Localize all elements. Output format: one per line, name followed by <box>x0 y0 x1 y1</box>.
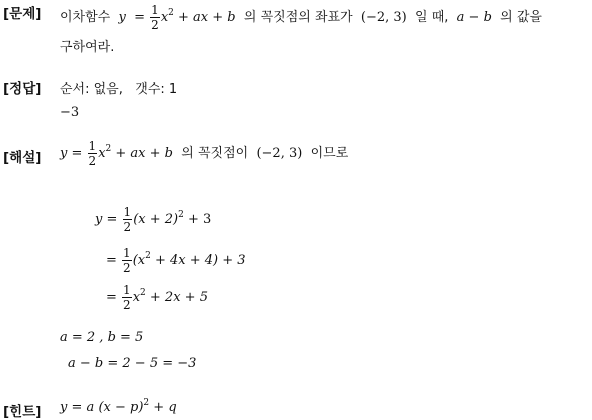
derivation-row-2-frac-num: 1 <box>123 246 131 260</box>
derivation-row-2 <box>106 247 246 274</box>
derivation-row-3-x: x <box>132 290 141 305</box>
solution-intro-text-a: 의 꼭짓점이 <box>181 146 249 161</box>
problem-fraction <box>150 4 160 31</box>
solution-intro-frac-num: 1 <box>88 139 97 153</box>
solution-intro-point: (−2, 3) <box>256 146 303 161</box>
solution-intro-tail: + ax + b <box>115 146 173 161</box>
derivation-row-1-fraction <box>123 206 133 233</box>
hint-eq-equals: = <box>71 400 83 415</box>
derivation-row-3-frac-num: 1 <box>123 283 131 297</box>
derivation-row-2-tail: + 4x + 4) + 3 <box>154 253 246 268</box>
problem-eq-tail: + ax + b <box>178 10 236 25</box>
derivation-row-1-tail: + 3 <box>187 212 212 227</box>
derivation-row-2-body: (x <box>132 253 146 268</box>
hint-formula <box>60 400 177 415</box>
hint-tag: [힌트] <box>3 404 42 420</box>
problem-point: (−2, 3) <box>360 10 407 25</box>
hint-eq-sup: 2 <box>143 398 150 408</box>
derivation-row-3-equals: = <box>106 290 117 305</box>
derivation-row-2-fraction <box>122 247 132 274</box>
hint-eq-y: y <box>60 400 68 415</box>
answer-line-1: 순서: 없음, 갯수: 1 <box>60 82 178 97</box>
solution-intro-sup: 2 <box>105 144 112 154</box>
derivation-row-1-lhs: y <box>95 212 103 227</box>
problem-tag: [문제] <box>3 6 42 22</box>
hint-eq-a: a <box>86 400 95 415</box>
problem-text-c: 일 때, <box>415 10 449 25</box>
answer-line-2: −3 <box>60 105 80 120</box>
problem-text-a: 이차함수 <box>60 10 111 25</box>
solution-intro-frac-den: 2 <box>88 154 97 168</box>
solution-ab-values: a = 2 , b = 5 <box>60 330 144 345</box>
derivation-row-1 <box>95 206 211 233</box>
solution-intro-fraction <box>88 140 98 167</box>
derivation-row-1-frac-den: 2 <box>123 220 132 234</box>
derivation-row-3-fraction <box>122 284 132 311</box>
derivation-row-2-frac-den: 2 <box>123 261 131 275</box>
derivation-row-3 <box>106 284 208 311</box>
problem-eq-equals: = <box>134 10 146 25</box>
solution-intro-y: y <box>60 146 68 161</box>
problem-eq-sup: 2 <box>168 8 174 18</box>
derivation-row-3-frac-den: 2 <box>123 298 131 312</box>
hint-eq-body: (x − p) <box>98 400 144 415</box>
problem-line-1 <box>60 4 542 31</box>
derivation-row-2-sup: 2 <box>145 251 151 261</box>
solution-intro <box>60 140 348 167</box>
derivation-row-3-sup: 2 <box>140 288 146 298</box>
solution-intro-text-b: 이므로 <box>310 146 349 161</box>
problem-text-b: 의 꼭짓점의 좌표가 <box>243 10 353 25</box>
solution-intro-equals: = <box>71 146 83 161</box>
derivation-row-1-frac-num: 1 <box>123 205 132 219</box>
solution-tag: [해설] <box>3 150 42 166</box>
derivation-row-2-equals: = <box>106 253 117 268</box>
problem-eq-x: x <box>160 10 169 25</box>
problem-line-2: 구하여라. <box>60 40 115 55</box>
solution-intro-x: x <box>98 146 106 161</box>
problem-frac-den: 2 <box>151 18 159 32</box>
problem-frac-num: 1 <box>151 3 159 17</box>
hint-eq-tail: + q <box>153 400 177 415</box>
solution-result: a − b = 2 − 5 = −3 <box>68 356 197 371</box>
problem-text-d: 의 값을 <box>500 10 542 25</box>
problem-expr: a − b <box>456 10 492 25</box>
answer-tag: [정답] <box>3 81 42 97</box>
derivation-row-1-sup: 2 <box>178 210 184 220</box>
derivation-row-3-tail: + 2x + 5 <box>149 290 208 305</box>
problem-eq-y: y <box>118 10 126 25</box>
derivation-row-1-body: (x + 2) <box>133 212 179 227</box>
derivation-row-1-equals: = <box>106 212 118 227</box>
